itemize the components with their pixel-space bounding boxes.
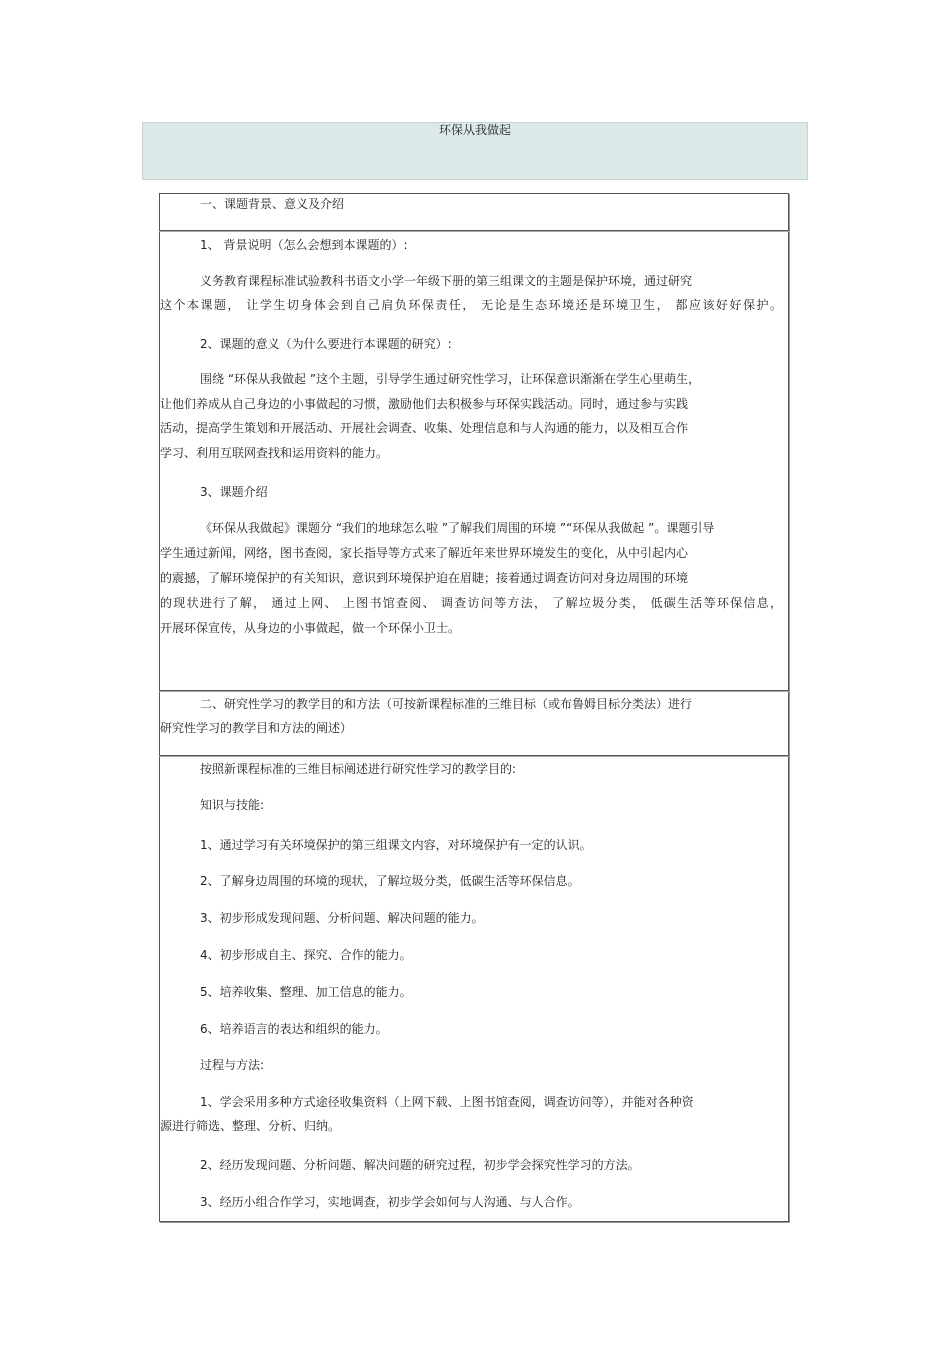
process-heading: 过程与方法: bbox=[200, 1058, 265, 1072]
knowledge-heading: 知识与技能: bbox=[200, 798, 265, 812]
process-item: 1、学会采用多种方式途径收集资料（上网下载、上图书馆查阅，调查访问等），并能对各种资 bbox=[200, 1095, 694, 1109]
section2-heading: 二、研究性学习的教学目的和方法（可按新课程标准的三维目标（或布鲁姆目标分类法）进行 bbox=[200, 697, 693, 711]
page-title: 环保从我做起 bbox=[438, 123, 511, 137]
knowledge-item: 2、了解身边周围的环境的现状，了解垃圾分类，低碳生活等环保信息。 bbox=[200, 874, 580, 888]
title-banner bbox=[142, 122, 808, 180]
intro-subheading: 3、课题介绍 bbox=[200, 485, 268, 499]
intro-text-line: 的现状进行了解， 通过上网、 上图书馆查阅、 调查访问等方法， 了解垃圾分类， 低碳生活等环保信息， bbox=[160, 596, 782, 610]
significance-subheading: 2、课题的意义（为什么要进行本课题的研究）: bbox=[200, 337, 452, 351]
knowledge-item: 6、培养语言的表达和组织的能力。 bbox=[200, 1022, 388, 1036]
section1-heading: 一、课题背景、意义及介绍 bbox=[200, 197, 345, 211]
significance-text-line: 活动，提高学生策划和开展活动、开展社会调查、收集、处理信息和与人沟通的能力，以及相互合作 bbox=[160, 421, 689, 435]
intro-text-line: 《环保从我做起》课题分 “我们的地球怎么啦 ”了解我们周围的环境 ”“环保从我做起 ”。课题引导 bbox=[200, 521, 715, 535]
intro-text-line: 开展环保宣传，从身边的小事做起，做一个环保小卫士。 bbox=[160, 621, 461, 635]
background-text-line: 义务教育课程标准试验教科书语文小学一年级下册的第三组课文的主题是保护环境，通过研究 bbox=[200, 274, 693, 288]
section2-heading: 研究性学习的教学目和方法的阐述） bbox=[160, 721, 353, 735]
knowledge-item: 4、初步形成自主、探究、合作的能力。 bbox=[200, 948, 412, 962]
objectives-intro: 按照新课程标准的三维目标阐述进行研究性学习的教学目的: bbox=[200, 762, 517, 776]
intro-text-line: 的震撼，了解环境保护的有关知识，意识到环境保护迫在眉睫；接着通过调查访问对身边周围的环境 bbox=[160, 571, 689, 585]
intro-text-line: 学生通过新闻，网络，图书查阅，家长指导等方式来了解近年来世界环境发生的变化，从中引起内心 bbox=[160, 546, 689, 560]
process-item: 2、经历发现问题、分析问题、解决问题的研究过程，初步学会探究性学习的方法。 bbox=[200, 1158, 640, 1172]
process-item: 3、经历小组合作学习，实地调查，初步学会如何与人沟通、与人合作。 bbox=[200, 1195, 580, 1209]
knowledge-item: 3、初步形成发现问题、分析问题、解决问题的能力。 bbox=[200, 911, 484, 925]
significance-text-line: 围绕 “环保从我做起 ”这个主题，引导学生通过研究性学习，让环保意识渐渐在学生心里萌生， bbox=[200, 372, 701, 386]
process-item: 源进行筛选、整理、分析、归纳。 bbox=[160, 1119, 341, 1133]
significance-text-line: 学习、利用互联网查找和运用资料的能力。 bbox=[160, 446, 389, 460]
background-subheading: 1、 背景说明（怎么会想到本课题的）: bbox=[200, 238, 408, 252]
table-divider bbox=[159, 230, 789, 232]
table-divider bbox=[159, 755, 789, 757]
significance-text-line: 让他们养成从自己身边的小事做起的习惯，激励他们去积极参与环保实践活动。同时，通过参与实践 bbox=[160, 397, 689, 411]
knowledge-item: 1、通过学习有关环境保护的第三组课文内容，对环境保护有一定的认识。 bbox=[200, 838, 592, 852]
knowledge-item: 5、培养收集、整理、加工信息的能力。 bbox=[200, 985, 412, 999]
table-divider bbox=[159, 690, 789, 692]
background-text-line: 这个本课题， 让学生切身体会到自己肩负环保责任， 无论是生态环境还是环境卫生， 都应该好好保护。 bbox=[160, 298, 782, 312]
